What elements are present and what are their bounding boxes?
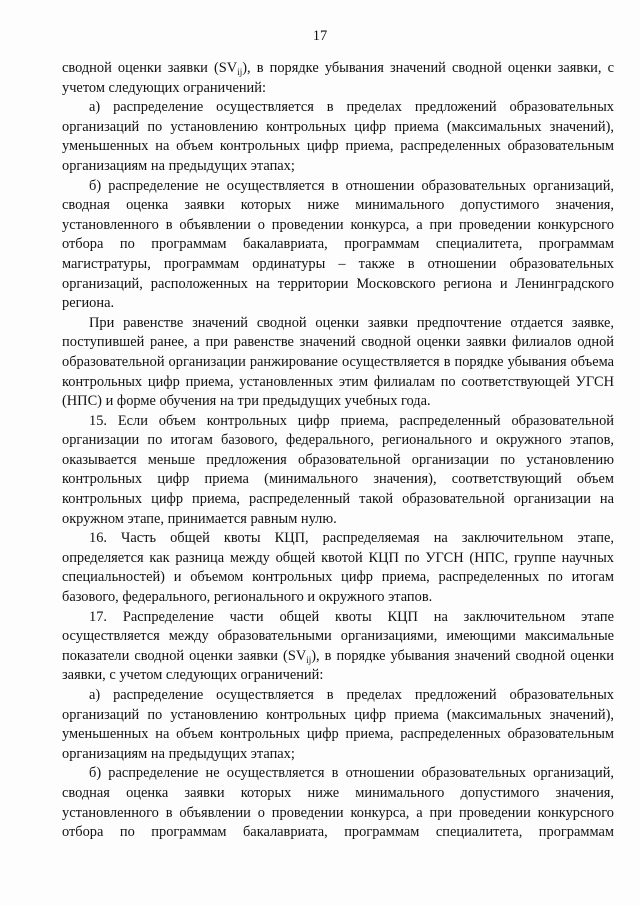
paragraph-text-after: ), в порядке убывания значений сводной оценки заявки, с учетом следующих ограничений: [62, 60, 614, 96]
paragraph-clause-17 [62, 608, 614, 686]
paragraph-tie-rule: При равенстве значений сводной оценки заявки предпочтение отдается заявке, поступившей ранее, а при равенстве значений сводной оценки заявки филиалов одной образовательной организации ранжирование осуществляется в порядке убывания объема контрольных цифр приема, установленных этим филиалам по соответствующей УГСН (НПС) и форме обучения на три предыдущих учебных года. [62, 314, 614, 410]
subscript: ij [306, 654, 312, 665]
paragraph-clause-15: 15. Если объем контрольных цифр приема, распределенный образовательной организации по итогам базового, федерального, регионального и окружного этапов, оказывается меньше предложения образовательной организации по установлению контрольных цифр приема (минимального значения), соответствующий объем контрольных цифр приема, распределенный такой образовательной организации на окружном этапе, принимается равным нулю. [62, 412, 614, 527]
paragraph-item-a-second: а) распределение осуществляется в пределах предложений образовательных организаций по установлению контрольных цифр приема (максимальных значений), уменьшенных на объем контрольных цифр приема, распределенных образовательным организациям на предыдущих этапах; [62, 687, 614, 762]
paragraph-text: сводной оценки заявки (SV [62, 60, 238, 76]
paragraph-continuation [62, 59, 614, 98]
paragraph-item-a: а) распределение осуществляется в пределах предложений образовательных организаций по установлению контрольных цифр приема (максимальных значений), уменьшенных на объем контрольных цифр приема, распределенных образовательным организациям на предыдущих этапах; [62, 99, 614, 174]
page-number: 17 [312, 28, 328, 44]
paragraph-clause-16: 16. Часть общей квоты КЦП, распределяемая на заключительном этапе, определяется как разница между общей квотой КЦП по УГСН (НПС, группе научных специальностей) и объемом контрольных цифр приема, распределенных по итогам базового, федерального, регионального и окружного этапов. [62, 530, 614, 606]
paragraph-item-b-second: б) распределение не осуществляется в отношении образовательных организаций, сводная оценка заявки которых ниже минимального допустимого значения, установленного в объявлении о проведении конкурса, а при проведении конкурсного отбора по программам бакалавриата, программам специалитета, программам [62, 765, 614, 841]
paragraph-item-b: б) распределение не осуществляется в отношении образовательных организаций, сводная оценка заявки которых ниже минимального допустимого значения, установленного в объявлении о проведении конкурса, а при проведении конкурсного отбора по программам бакалавриата, программам специалитета, программам магистратуры, программам ординатуры – также в отношении образовательных организаций, расположенных на территории Московского региона и Ленинградского региона. [62, 177, 614, 312]
paragraph-text: 17. Распределение части общей квоты КЦП на заключительном этапе осуществляется между образовательными организациями, имеющими максимальные показатели сводной оценки заявки (SV [62, 608, 614, 664]
document-body [62, 59, 614, 843]
subscript: ij [237, 67, 243, 77]
paragraph-text-after: ), в порядке убывания значений сводной оценки заявки, с учетом следующих ограничений: [62, 647, 614, 684]
